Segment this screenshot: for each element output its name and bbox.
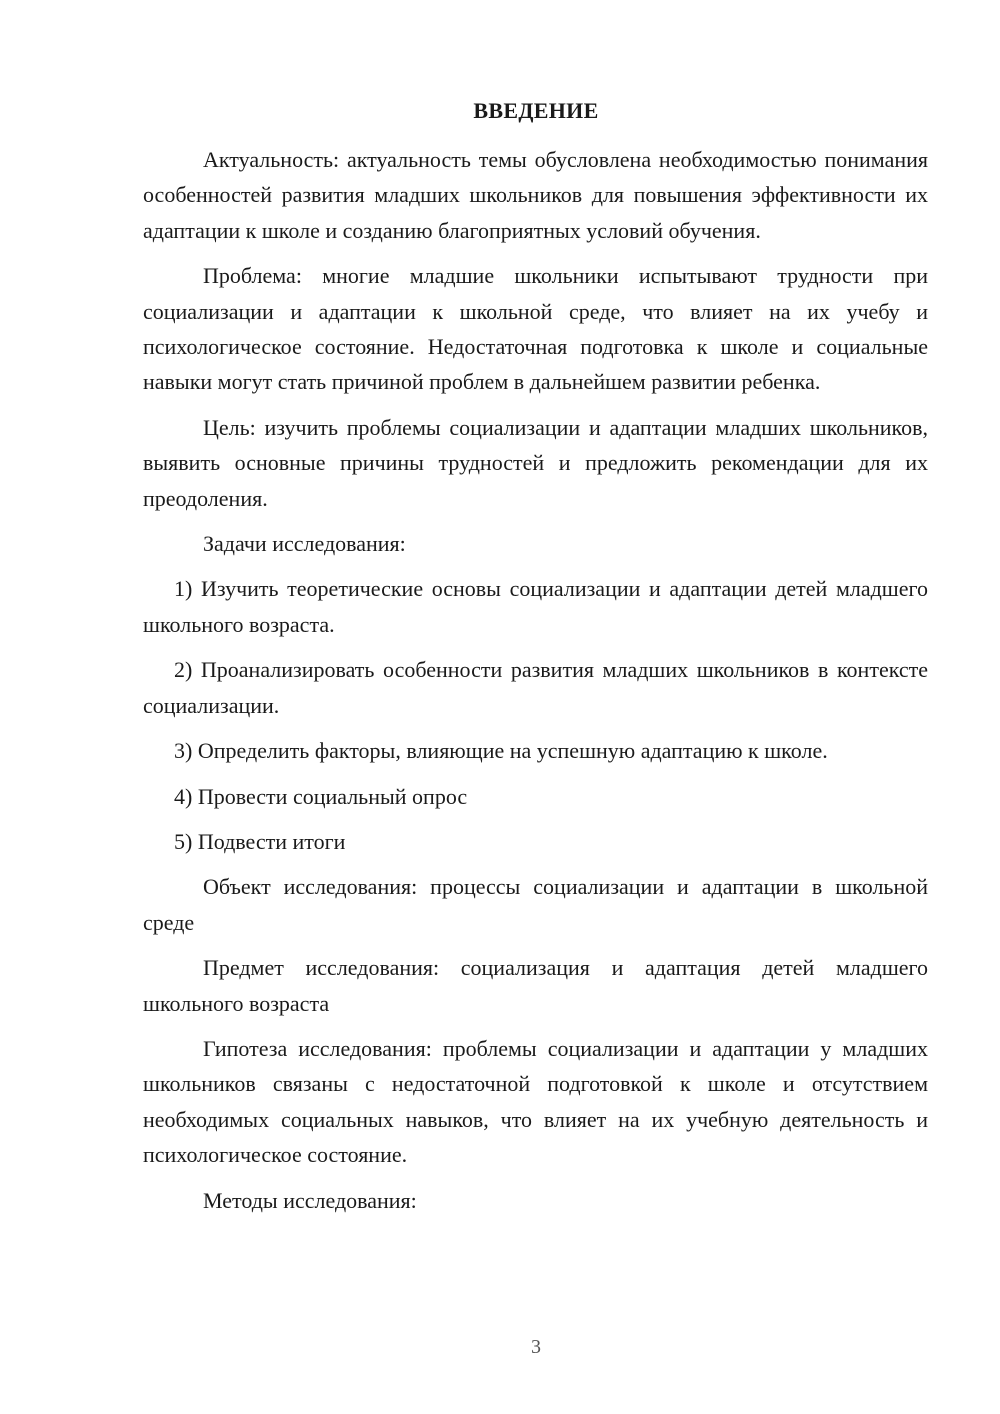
task-item: 5) Подвести итоги: [174, 828, 346, 854]
task-item: 2) Проанализировать особенности развития младших школьников в контексте социализации.: [143, 657, 928, 718]
task-item: 4) Провести социальный опрос: [174, 783, 468, 809]
methods-heading: Методы исследования:: [203, 1187, 417, 1213]
hypothesis-paragraph: Гипотеза исследования: проблемы социализации и адаптации у младших школьников связаны с недостаточной подготовкой к школе и отсутствием необходимых социальных навыков, что влияет на их учебную деятельность и психологическое состояние.: [143, 1035, 928, 1168]
task-item: 1) Изучить теоретические основы социализации и адаптации детей младшего школьного возраста.: [143, 576, 928, 637]
goal-paragraph: Цель: изучить проблемы социализации и адаптации младших школьников, выявить основные причины трудностей и предложить рекомендации для их преодоления.: [143, 414, 928, 511]
task-item: 3) Определить факторы, влияющие на успешную адаптацию к школе.: [174, 738, 828, 764]
subject-paragraph: Предмет исследования: социализация и адаптация детей младшего школьного возраста: [143, 955, 928, 1016]
relevance-paragraph: Актуальность: актуальность темы обусловлена необходимостью понимания особенностей развития младших школьников для повышения эффективности их адаптации к школе и созданию благоприятных условий обучения.: [143, 147, 928, 243]
object-paragraph: Объект исследования: процессы социализации и адаптации в школьной среде: [143, 874, 928, 935]
tasks-heading: Задачи исследования:: [203, 531, 406, 557]
section-heading: ВВЕДЕНИЕ: [473, 98, 599, 123]
page-number: 3: [531, 1336, 541, 1358]
document-body: [143, 142, 928, 1228]
problem-paragraph: Проблема: многие младшие школьники испытывают трудности при социализации и адаптации к школьной среде, что влияет на их учебу и психологическое состояние. Недостаточная подготовка к школе и социальные навыки могут стать причиной проблем в дальнейшем развитии ребенка.: [143, 263, 928, 395]
